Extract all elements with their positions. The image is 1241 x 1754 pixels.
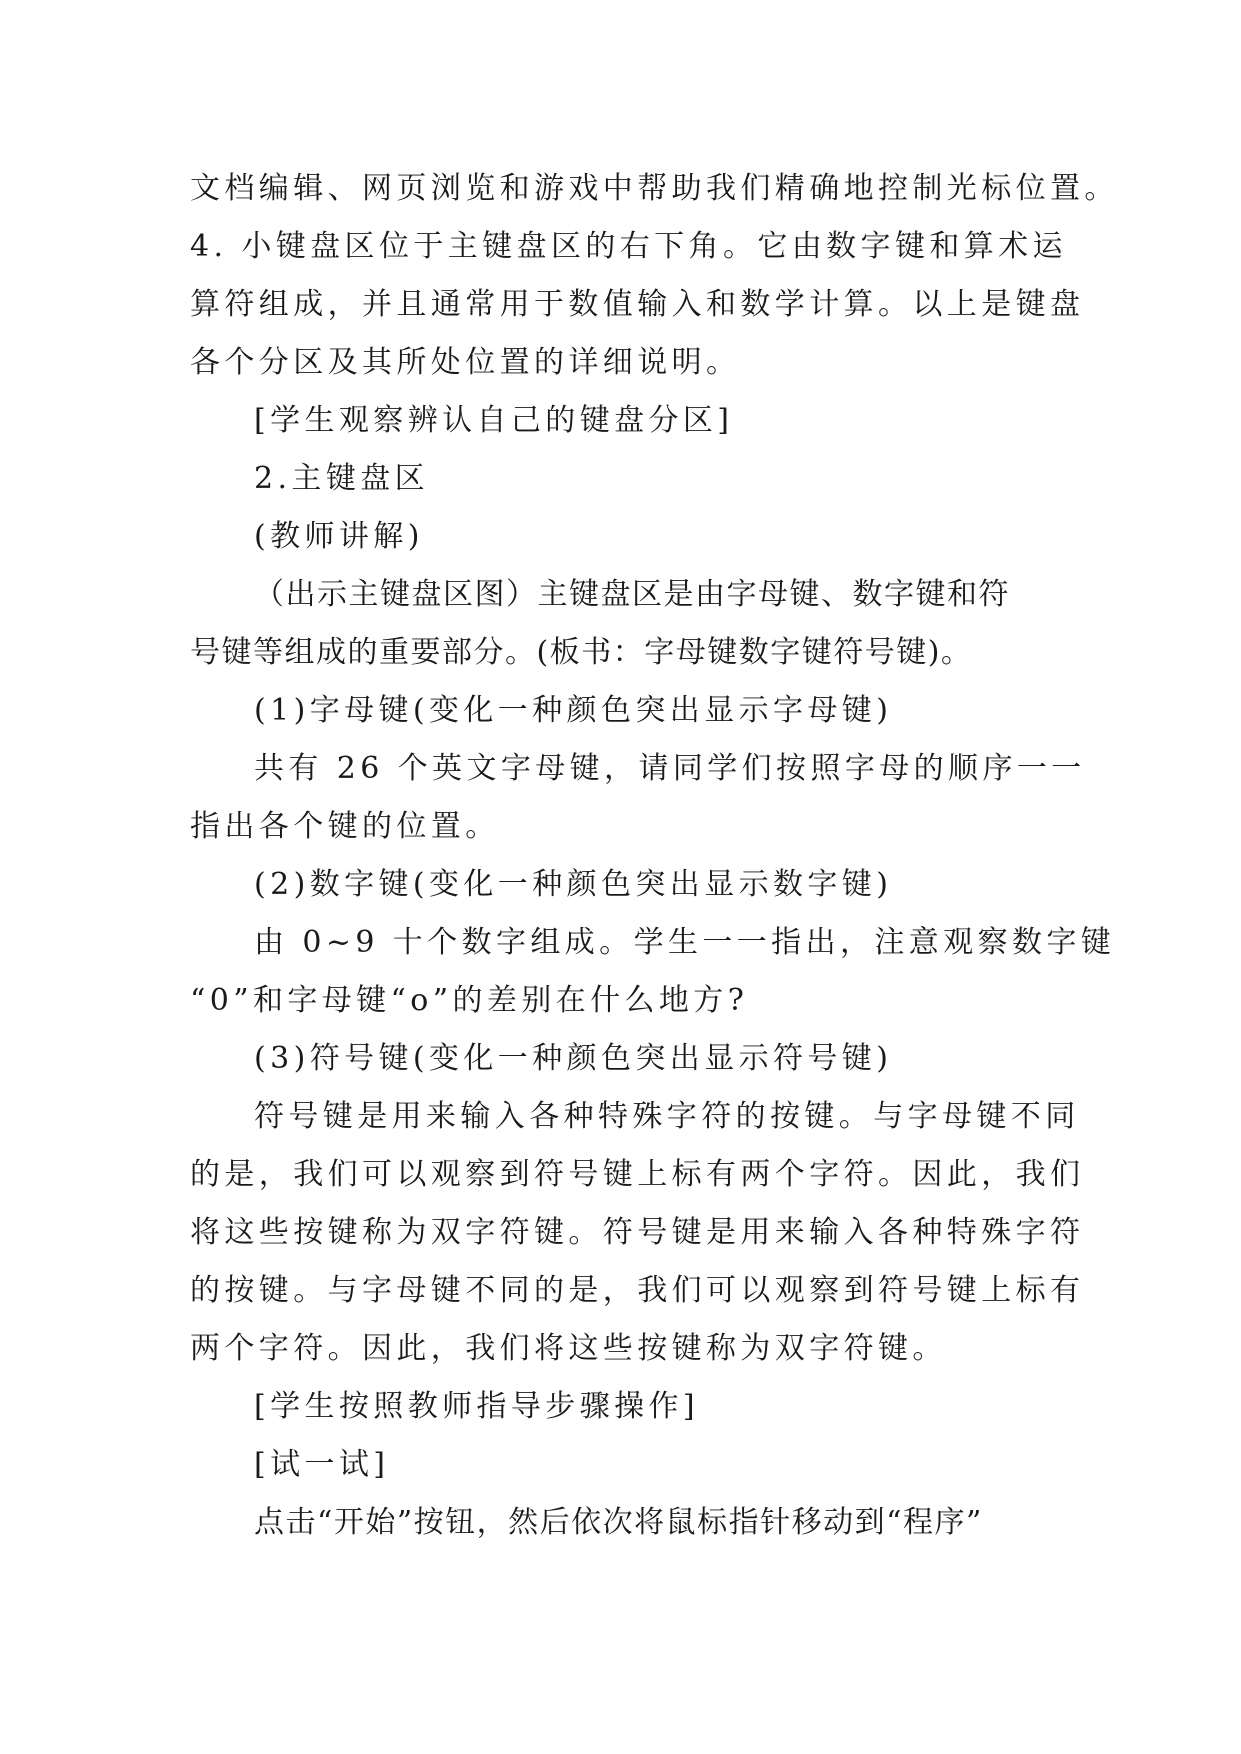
student-activity-note: [学生观察辨认自己的键盘分区]: [254, 403, 734, 438]
body-text: [190, 160, 1119, 1552]
try-it-heading: [试一试]: [254, 1447, 390, 1482]
text-line: 将这些按键称为双字符键。符号键是用来输入各种特殊字符: [190, 1215, 1085, 1250]
text-line: 文档编辑、网页浏览和游戏中帮助我们精确地控制光标位置。: [190, 171, 1119, 206]
subsection-heading: (2)数字键(变化一种颜色突出显示数字键): [254, 867, 893, 902]
subsection-heading: (3)符号键(变化一种颜色突出显示符号键): [254, 1041, 893, 1076]
text-line: 号键等组成的重要部分。(板书：字母键数字键符号键)。: [190, 635, 973, 670]
text-line: 符号键是用来输入各种特殊字符的按键。与字母键不同: [254, 1099, 1080, 1134]
text-line: 共有 26 个英文字母键，请同学们按照字母的顺序一一: [254, 751, 1086, 786]
text-line: “0”和字母键“o”的差别在什么地方?: [190, 983, 749, 1018]
text-line: 两个字符。因此，我们将这些按键称为双字符键。: [190, 1331, 947, 1366]
section-heading: 2.主键盘区: [254, 461, 430, 496]
text-line: 点击“开始”按钮，然后依次将鼠标指针移动到“程序”: [254, 1505, 983, 1540]
text-line: 由 0~9 十个数字组成。学生一一指出，注意观察数字键: [254, 925, 1116, 960]
text-line: 算符组成，并且通常用于数值输入和数学计算。以上是键盘: [190, 287, 1085, 322]
text-line: （出示主键盘区图）主键盘区是由字母键、数字键和符: [254, 577, 1010, 612]
text-line: 的是，我们可以观察到符号键上标有两个字符。因此，我们: [190, 1157, 1085, 1192]
subsection-heading: (1)字母键(变化一种颜色突出显示字母键): [254, 693, 893, 728]
teacher-note: (教师讲解): [254, 519, 424, 554]
text-line: 指出各个键的位置。: [190, 809, 500, 844]
text-line: 4. 小键盘区位于主键盘区的右下角。它由数字键和算术运: [190, 229, 1067, 264]
text-line: 各个分区及其所处位置的详细说明。: [190, 345, 741, 380]
student-activity-note: [学生按照教师指导步骤操作]: [254, 1389, 700, 1424]
text-line: 的按键。与字母键不同的是，我们可以观察到符号键上标有: [190, 1273, 1085, 1308]
